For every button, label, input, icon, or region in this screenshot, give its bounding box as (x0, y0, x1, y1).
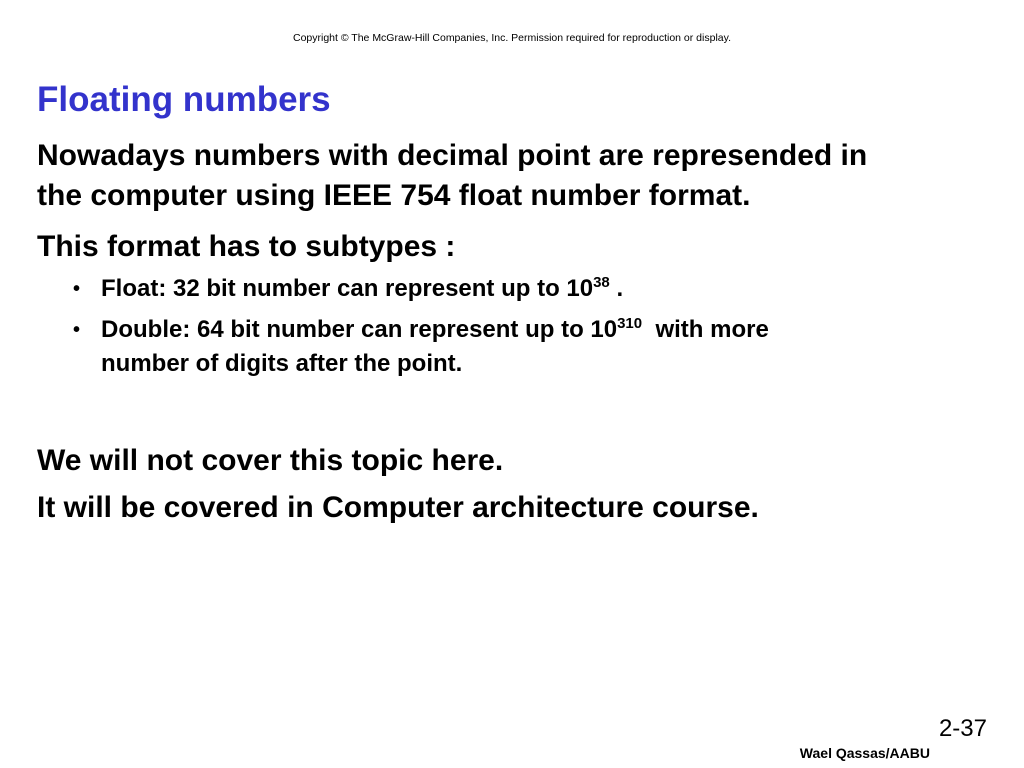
closing-line-1: We will not cover this topic here. (37, 444, 504, 477)
float-exponent: 38 (593, 274, 610, 291)
float-text-end: . (609, 275, 624, 302)
double-continuation: number of digits after the point. (101, 350, 463, 377)
author-credit: Wael Qassas/AABU (799, 745, 930, 761)
copyright-notice: Copyright © The McGraw-Hill Companies, Inc. Permission required for reproduction or display. (292, 32, 732, 44)
slide-title: Floating numbers (37, 80, 331, 119)
float-text: Float: 32 bit number can represent up to 10 (101, 275, 594, 302)
list-item-double (71, 313, 769, 381)
intro-paragraph (37, 136, 867, 216)
subtypes-heading: This format has to subtypes : (37, 230, 456, 263)
double-text-end: with more (642, 316, 769, 343)
subtypes-list (71, 272, 769, 388)
closing-line-2: It will be covered in Computer architecture course. (37, 491, 759, 524)
bullet-icon: • (73, 278, 81, 300)
list-item-float (71, 272, 769, 306)
double-text: Double: 64 bit number can represent up to 10 (101, 316, 618, 343)
intro-line-1: Nowadays numbers with decimal point are represended in (37, 139, 868, 172)
bullet-icon: • (73, 319, 81, 341)
intro-line-2: the computer using IEEE 754 float number format. (37, 179, 751, 212)
page-number: 2-37 (938, 715, 987, 742)
double-exponent: 310 (617, 315, 643, 332)
